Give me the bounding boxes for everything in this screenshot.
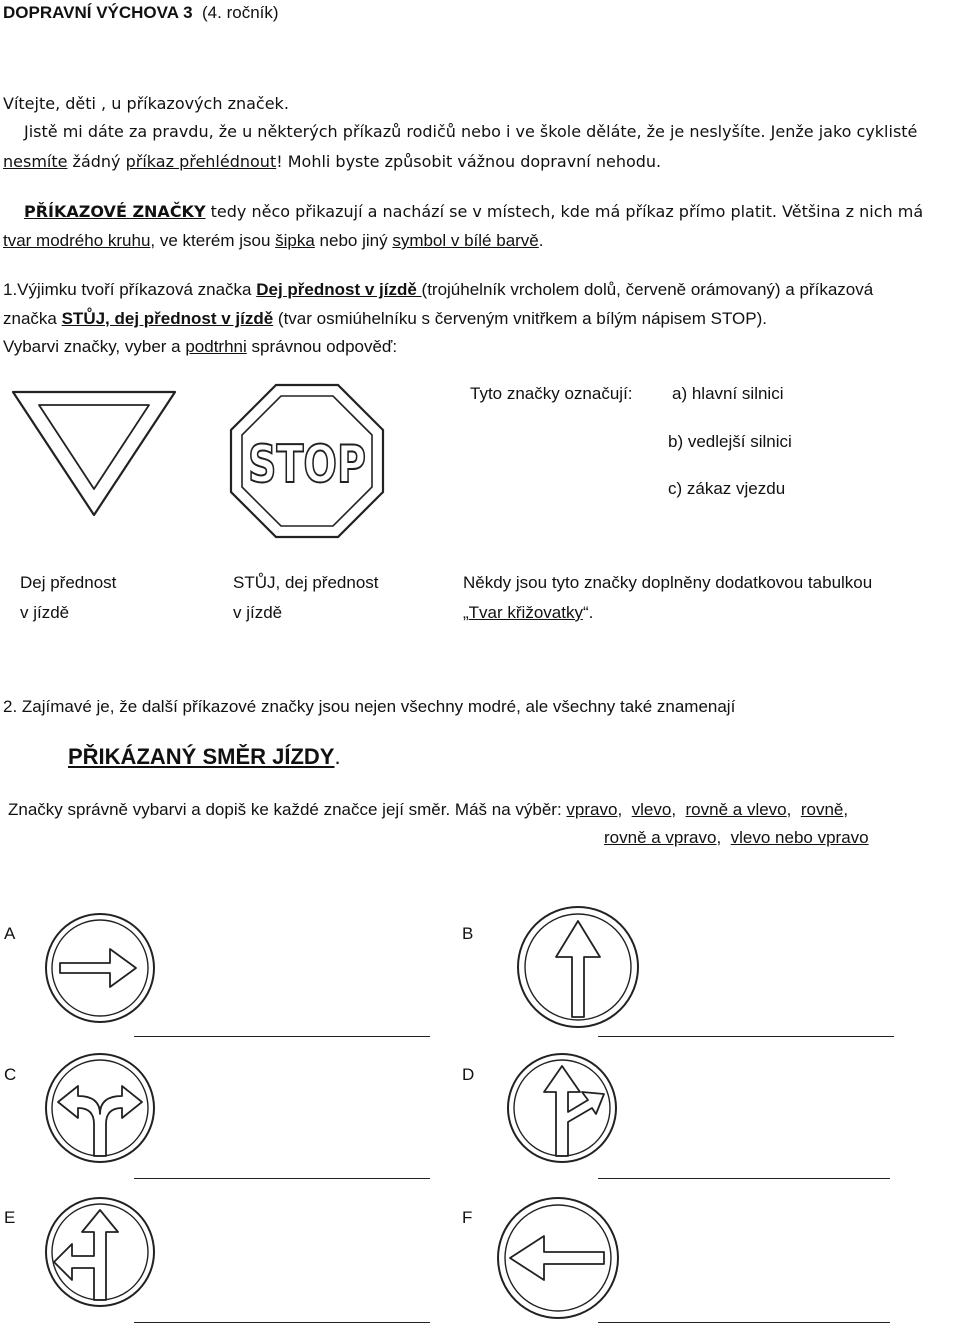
option-b[interactable]: b) vedlejší silnici (668, 432, 792, 451)
task2-intro: 2. Zajímavé je, že další příkazové značky jsou nejen všechny modré, ale všechny také znamenají (3, 697, 736, 716)
choice-rovne-a-vpravo: rovně a vpravo (604, 828, 717, 847)
arrow-straight-or-left-sign-icon (44, 1196, 156, 1308)
additional-plate-note: Někdy jsou tyto značky doplněny dodatkovou tabulkou (463, 573, 873, 592)
intro-line-3: nesmíte žádný příkaz přehlédnout! Mohli byste způsobit vážnou dopravní nehodu. (3, 152, 662, 171)
arrow-left-sign-icon (496, 1196, 620, 1320)
question-text: Tyto značky označují: (470, 384, 633, 403)
yield-caption-1: Dej přednost (20, 573, 117, 592)
choice-vlevo-nebo-vpravo: vlevo nebo vpravo (730, 828, 869, 847)
arrow-right-sign-icon (44, 912, 156, 1024)
stop-sign-icon (228, 382, 386, 540)
junction-shape-note: „Tvar křižovatky“. (463, 603, 594, 622)
answer-line-a[interactable] (134, 1036, 430, 1037)
task2-instructions-2: rovně a vpravo, vlevo nebo vpravo (604, 828, 869, 847)
yield-sign-icon (10, 388, 178, 518)
choice-rovne: rovně (800, 800, 844, 819)
task1-line-1: 1.Výjimku tvoří příkazová značka Dej přednost v jízdě (trojúhelník vrcholem dolů, červeně orámovaný) a příkazová (3, 280, 874, 299)
yield-caption-2: v jízdě (20, 603, 70, 622)
task2-instructions: Značky správně vybarvi a dopiš ke každé značce její směr. Máš na výběr: vpravo, vlevo, rovně a vlevo, rovně, (8, 800, 849, 819)
arrow-straight-sign-icon (516, 905, 640, 1029)
intro-greeting: Vítejte, děti , u příkazových značek. (3, 94, 289, 113)
answer-line-d[interactable] (598, 1178, 890, 1179)
stop-caption-1: STŮJ, dej přednost (233, 573, 379, 592)
answer-line-b[interactable] (598, 1036, 894, 1037)
sign-label-f: F (462, 1208, 473, 1227)
sign-label-b: B (462, 924, 474, 943)
definition-line-2: tvar modrého kruhu, ve kterém jsou šipka nebo jiný symbol v bílé barvě. (3, 231, 544, 250)
answer-line-c[interactable] (134, 1178, 430, 1179)
stop-sign-text: STOP (248, 435, 366, 495)
sign-label-e: E (4, 1208, 16, 1227)
answer-line-e[interactable] (134, 1322, 430, 1323)
choice-vpravo: vpravo (566, 800, 618, 819)
option-c[interactable]: c) zákaz vjezdu (668, 479, 786, 498)
sign-label-a: A (4, 924, 16, 943)
answer-line-f[interactable] (598, 1322, 890, 1323)
arrow-left-or-right-sign-icon (44, 1052, 156, 1164)
task1-line-3: Vybarvi značky, vyber a podtrhni správnou odpověď: (3, 337, 398, 356)
sign-label-d: D (462, 1065, 475, 1084)
page-title: DOPRAVNÍ VÝCHOVA 3 (4. ročník) (3, 3, 279, 22)
intro-line-2: Jistě mi dáte za pravdu, že u některých příkazů rodičů nebo i ve škole děláte, že je neslyšíte. Jenže jako cyklisté (24, 122, 918, 141)
choice-rovne-a-vlevo: rovně a vlevo (685, 800, 787, 819)
task2-heading: PŘIKÁZANÝ SMĚR JÍZDY. (68, 744, 341, 769)
task1-line-2: značka STŮJ, dej přednost v jízdě (tvar osmiúhelníku s červeným vnitřkem a bílým nápisem STOP). (3, 309, 767, 328)
sign-label-c: C (4, 1065, 17, 1084)
definition-line-1: PŘÍKAZOVÉ ZNAČKY tedy něco přikazují a nachází se v místech, kde má příkaz přímo platit. Většina z nich má (24, 202, 924, 221)
stop-caption-2: v jízdě (233, 603, 283, 622)
choice-vlevo: vlevo (631, 800, 672, 819)
option-a[interactable]: a) hlavní silnici (672, 384, 784, 403)
arrow-straight-or-right-sign-icon (506, 1052, 618, 1164)
